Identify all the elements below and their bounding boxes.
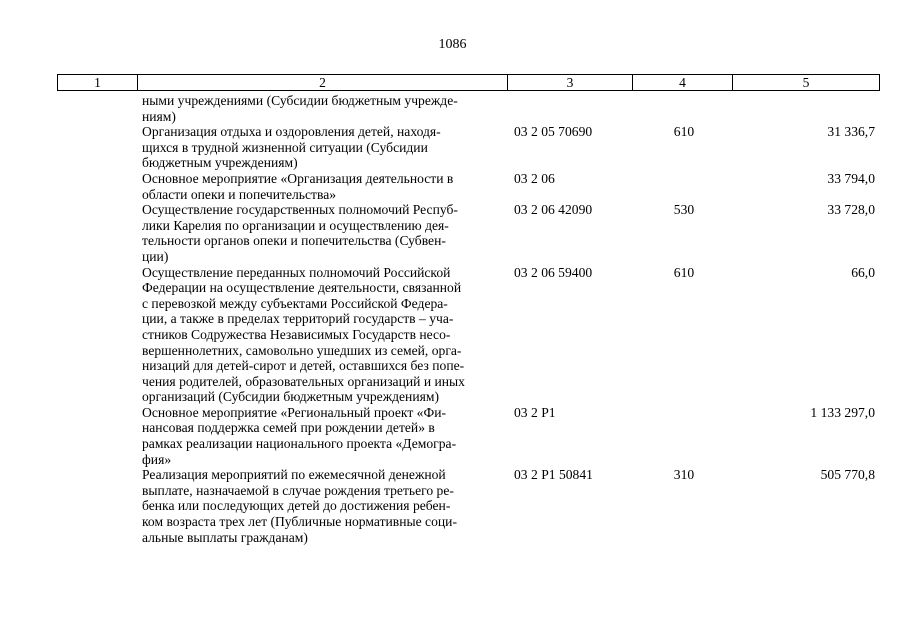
description-line: бенка или последующих детей до достижения ребен- xyxy=(142,498,451,514)
description-line: с перевозкой между субъектами Российской Федера- xyxy=(142,295,448,311)
column-header-row xyxy=(58,75,880,91)
cell-description xyxy=(137,405,507,467)
cell-number xyxy=(57,467,137,545)
cell-target-code: 03 2 06 59400 xyxy=(514,264,593,280)
cell-amount: 31 336,7 xyxy=(827,124,875,140)
description-line: Реализация мероприятий по ежемесячной денежной xyxy=(142,467,446,483)
cell-target-code xyxy=(507,93,632,124)
description-line: тельности органов опеки и попечительства (Субвен- xyxy=(142,233,446,249)
cell-target-code: 03 2 P1 xyxy=(514,404,556,420)
table-row xyxy=(57,93,879,124)
description-line: ции, а также в пределах территорий государств – уча- xyxy=(142,311,454,327)
cell-expense-type: 530 xyxy=(673,202,695,218)
table-row xyxy=(57,124,879,171)
cell-description xyxy=(137,467,507,545)
cell-description xyxy=(137,202,507,264)
description-line: бюджетным учреждениям) xyxy=(142,155,298,171)
description-line: вершеннолетних, самовольно ушедших из семей, орга- xyxy=(142,342,462,358)
column-header-5: 5 xyxy=(733,75,880,91)
description-line: выплате, назначаемой в случае рождения третьего ре- xyxy=(142,482,454,498)
description-line: альные выплаты гражданам) xyxy=(142,529,308,545)
cell-expense-type: 310 xyxy=(673,467,695,483)
description-line: рамках реализации национального проекта «Демогра- xyxy=(142,436,457,452)
cell-number xyxy=(57,265,137,405)
cell-number xyxy=(57,202,137,264)
description-line: щихся в трудной жизненной ситуации (Субсидии xyxy=(142,139,428,155)
description-line: Организация отдыха и оздоровления детей, находя- xyxy=(142,124,441,140)
description-line: организаций (Субсидии бюджетным учреждениям) xyxy=(142,389,439,405)
description-line: стников Содружества Независимых Государств несо- xyxy=(142,326,451,342)
cell-expense-type: 610 xyxy=(673,264,695,280)
cell-target-code: 03 2 06 xyxy=(514,170,555,186)
cell-amount: 505 770,8 xyxy=(820,467,875,483)
cell-description xyxy=(137,124,507,171)
description-line: ниям) xyxy=(142,108,176,124)
cell-target-code: 03 2 05 70690 xyxy=(514,124,593,140)
description-line: низаций для детей-сирот и детей, оставшихся без попе- xyxy=(142,358,465,374)
column-header-2: 2 xyxy=(138,75,508,91)
description-line: Основное мероприятие «Региональный проект «Фи- xyxy=(142,404,447,420)
cell-amount: 1 133 297,0 xyxy=(810,404,875,420)
table-row xyxy=(57,467,879,545)
description-line: Федерации на осуществление деятельности, связанной xyxy=(142,280,462,296)
cell-number xyxy=(57,93,137,124)
table-row xyxy=(57,202,879,264)
cell-number xyxy=(57,405,137,467)
cell-expense-type xyxy=(632,171,732,202)
cell-description xyxy=(137,93,507,124)
cell-amount: 33 728,0 xyxy=(827,202,875,218)
cell-expense-type xyxy=(632,405,732,467)
cell-number xyxy=(57,171,137,202)
table-row xyxy=(57,171,879,202)
description-line: Основное мероприятие «Организация деятельности в xyxy=(142,170,454,186)
cell-expense-type xyxy=(632,93,732,124)
budget-table-body xyxy=(57,93,879,545)
column-header-4: 4 xyxy=(633,75,733,91)
cell-amount: 33 794,0 xyxy=(827,170,875,186)
cell-number xyxy=(57,124,137,171)
description-line: ными учреждениями (Субсидии бюджетным учрежде- xyxy=(142,93,458,108)
description-line: фия» xyxy=(142,451,172,467)
description-line: чения родителей, образовательных организаций и иных xyxy=(142,373,465,389)
page-number: 1086 xyxy=(438,37,467,52)
cell-target-code: 03 2 06 42090 xyxy=(514,202,593,218)
table-row xyxy=(57,265,879,405)
description-line: лики Карелия по организации и осуществлению дея- xyxy=(142,217,449,233)
column-header-table xyxy=(57,74,880,91)
column-header-3: 3 xyxy=(508,75,633,91)
description-line: Осуществление государственных полномочий Респуб- xyxy=(142,202,458,218)
description-line: нансовая поддержка семей при рождении детей» в xyxy=(142,420,435,436)
cell-amount xyxy=(732,93,879,124)
cell-expense-type: 610 xyxy=(673,124,695,140)
description-line: ции) xyxy=(142,248,169,264)
column-header-1: 1 xyxy=(58,75,138,91)
description-line: ком возраста трех лет (Публичные нормативные соци- xyxy=(142,514,457,530)
description-line: области опеки и попечительства» xyxy=(142,186,337,202)
description-line: Осуществление переданных полномочий Российской xyxy=(142,264,451,280)
cell-amount: 66,0 xyxy=(851,264,875,280)
cell-description xyxy=(137,265,507,405)
cell-target-code: 03 2 P1 50841 xyxy=(514,467,593,483)
cell-description xyxy=(137,171,507,202)
table-row xyxy=(57,405,879,467)
